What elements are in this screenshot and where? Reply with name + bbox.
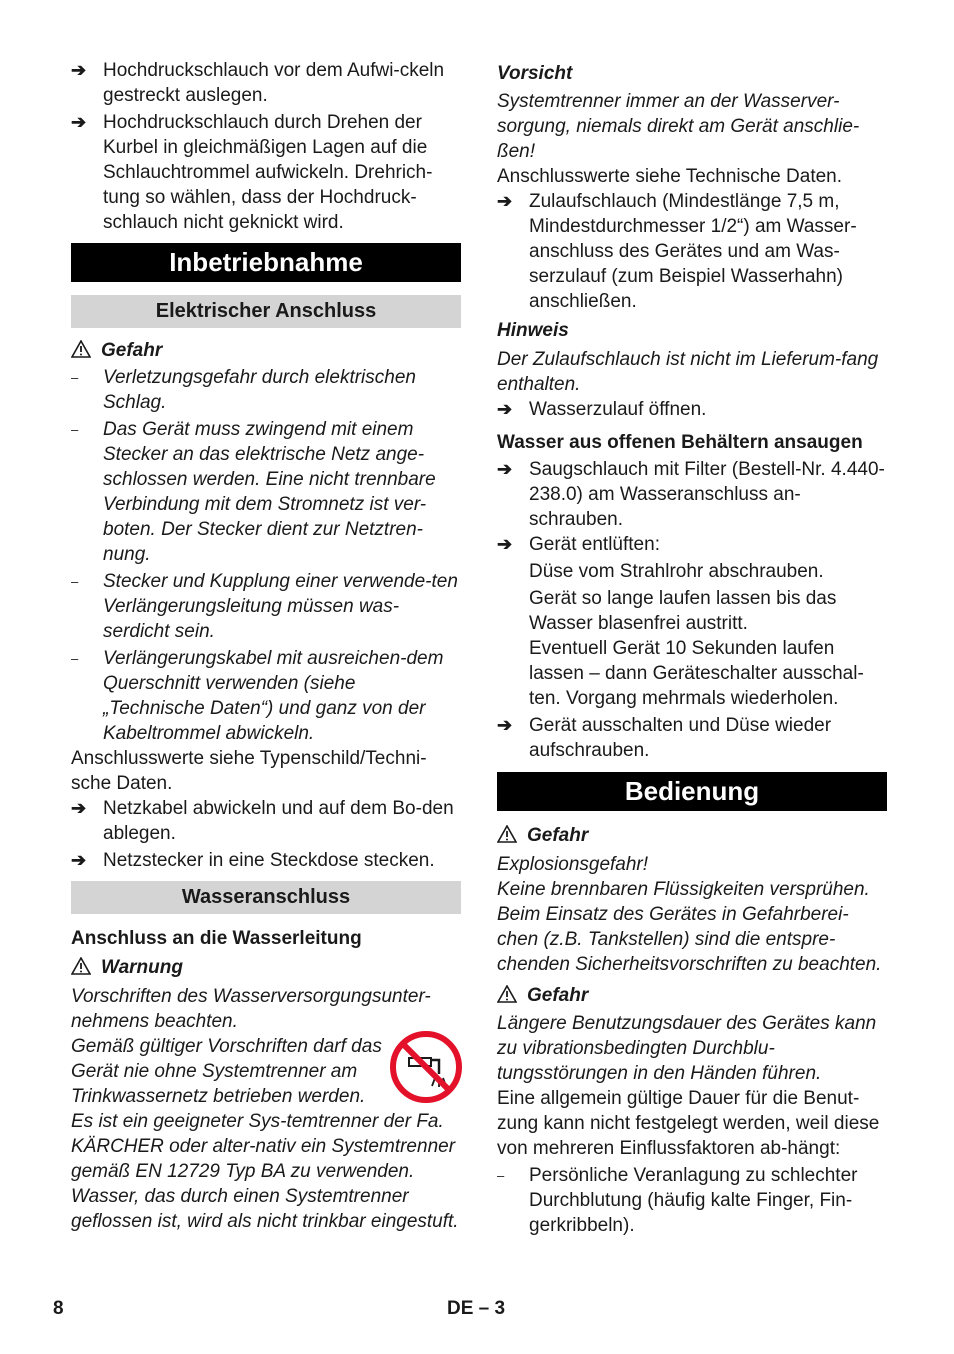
step-item: ➔ Netzkabel abwickeln und auf dem Bo-den ablegen. [71, 798, 454, 844]
caution-label: Vorsicht [497, 63, 573, 84]
vent-line: Gerät so lange laufen lassen bis das Wasser blasenfrei austritt. [529, 588, 837, 634]
warning-text: Vorschriften des Wasserversorgungsunter-nehmens beachten. [71, 986, 431, 1032]
list-item: – Stecker und Kupplung einer verwende-ten Verlängerungsleitung müssen was-serdicht sein. [71, 571, 458, 642]
warning-detail: Gemäß gültiger Vorschriften darf das Gerät nie ohne Systemtrenner am Trinkwassernetz betrieben werden. Es ist ein geeigneter Sys-temtrenner der Fa. KÄRCHER oder alter-nativ ein Systemtrenner gemäß EN 12729 Typ BA zu verwenden. Wasser, das durch einen Systemtrenner geflossen ist, wird als nicht trinkbar eingestuft. [71, 1034, 461, 1234]
arrow-right-icon: ➔ [71, 60, 87, 80]
section-heading-bedienung: Bedienung [497, 772, 887, 811]
danger-label: Gefahr [497, 823, 887, 848]
connection-values-text: Anschlusswerte siehe Technische Daten. [497, 166, 843, 187]
arrow-right-icon: ➔ [497, 399, 513, 419]
caution-text: Systemtrenner immer an der Wasserver-sorgung, niemals direkt am Gerät anschlie-ßen! [497, 91, 860, 162]
step-item: ➔ Wasserzulauf öffnen. [497, 399, 707, 420]
danger-label: Gefahr [71, 338, 461, 363]
page-number: 8 [53, 1298, 64, 1319]
list-item: – Verlängerungskabel mit ausreichen-dem Querschnitt verwenden (siehe „Technische Daten“) und ganz von der Kabeltrommel abwickeln. [71, 648, 444, 744]
note-text: Der Zulaufschlauch ist nicht im Lieferum-fang enthalten. [497, 349, 879, 395]
step-item: ➔ Netzstecker in eine Steckdose stecken. [71, 850, 435, 871]
no-drinking-water-icon [389, 1030, 463, 1104]
subheading-electrical: Elektrischer Anschluss [71, 295, 461, 328]
step-item: ➔ Hochdruckschlauch durch Drehen der Kurbel in gleichmäßigen Lagen auf die Schlauchtrommel aufwickeln. Drehrich-tung so wählen, dass der Hochdruck-schlauch nicht geknickt wird. [71, 112, 433, 233]
left-column [71, 58, 461, 1234]
arrow-right-icon: ➔ [497, 191, 513, 211]
step-item: ➔ Zulaufschlauch (Mindestlänge 7,5 m, Mindestdurchmesser 1/2“) am Wasser-anschluss des Gerätes und am Was-serzulauf (zum Beispiel Wasserhahn) anschließen. [497, 191, 857, 312]
arrow-right-icon: ➔ [497, 459, 513, 479]
step-item: ➔ Saugschlauch mit Filter (Bestell-Nr. 4.440-238.0) am Wasseranschluss an-schrauben. [497, 459, 885, 530]
vent-line: Eventuell Gerät 10 Sekunden laufen lassen – dann Geräteschalter ausschal-ten. Vorgang mehrmals wiederholen. [529, 638, 864, 709]
warning-triangle-icon [71, 957, 91, 975]
danger-text: Längere Benutzungsdauer des Gerätes kann zu vibrationsbedingten Durchblu-tungsstörungen in den Händen führen. [497, 1013, 877, 1084]
list-item: – Das Gerät muss zwingend mit einem Stecker an das elektrische Netz ange-schlossen werden. Eine nicht trennbare Verbindung mit dem Stromnetz ist ver-boten. Der Stecker dient zur Netztren-nung. [71, 419, 436, 565]
warning-triangle-icon [497, 825, 517, 843]
connection-values-text: Anschlusswerte siehe Typenschild/Techni-sche Daten. [71, 748, 427, 794]
vent-line: Düse vom Strahlrohr abschrauben. [529, 561, 824, 582]
danger-text: Explosionsgefahr! [497, 854, 649, 875]
arrow-right-icon: ➔ [71, 798, 87, 818]
step-item: ➔ Gerät ausschalten und Düse wieder aufschrauben. [497, 715, 832, 761]
warning-triangle-icon [497, 985, 517, 1003]
subheading-water: Wasseranschluss [71, 881, 461, 914]
danger-label: Gefahr [497, 983, 887, 1008]
page-label: DE – 3 [447, 1298, 506, 1319]
step-item: ➔ Gerät entlüften: [497, 534, 660, 555]
note-label: Hinweis [497, 320, 569, 341]
danger-text: Keine brennbaren Flüssigkeiten versprühen. Beim Einsatz des Gerätes in Gefahrberei-chen (z.B. Tankstellen) sind die entspre-chenden Sicherheitsvorschriften zu beachten. [497, 879, 882, 975]
water-line-heading: Anschluss an die Wasserleitung [71, 928, 362, 949]
right-column [497, 58, 887, 1238]
warning-triangle-icon [71, 340, 91, 358]
step-item: ➔ Hochdruckschlauch vor dem Aufwi-ckeln gestreckt auslegen. [71, 60, 445, 106]
section-heading-inbetriebnahme: Inbetriebnahme [71, 243, 461, 282]
list-item: – Verletzungsgefahr durch elektrischen Schlag. [71, 367, 416, 413]
arrow-right-icon: ➔ [497, 534, 513, 554]
list-item: – Persönliche Veranlagung zu schlechter Durchblutung (häufig kalte Finger, Fin-gerkribbeln). [497, 1165, 858, 1236]
arrow-right-icon: ➔ [71, 850, 87, 870]
duration-text: Eine allgemein gültige Dauer für die Benut-zung kann nicht festgelegt werden, weil diese von mehreren Einflussfaktoren ab-hängt: [497, 1088, 880, 1159]
arrow-right-icon: ➔ [71, 112, 87, 132]
suction-heading: Wasser aus offenen Behältern ansaugen [497, 432, 863, 453]
arrow-right-icon: ➔ [497, 715, 513, 735]
warning-label: Warnung [71, 955, 461, 980]
